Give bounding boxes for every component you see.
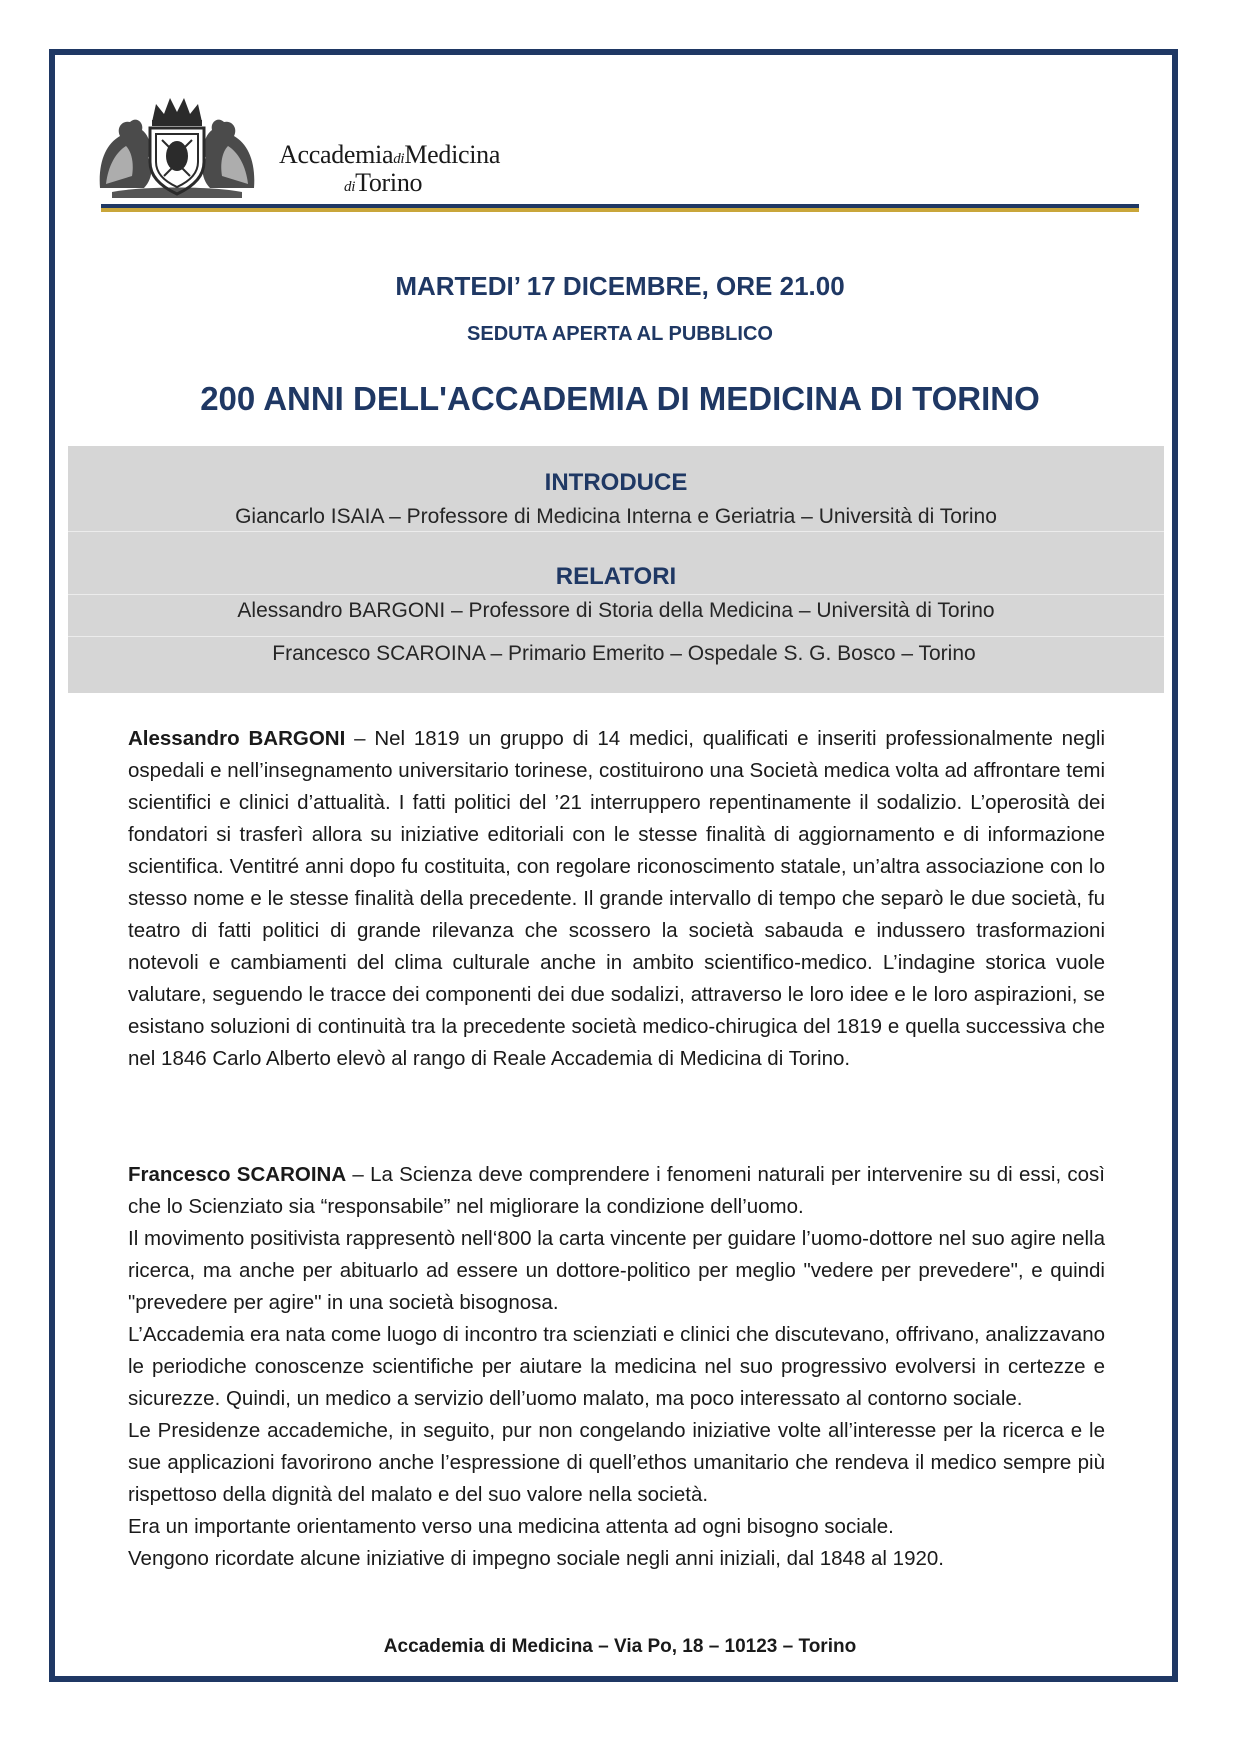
- event-title: 200 ANNI DELL'ACCADEMIA DI MEDICINA DI TORINO: [200, 380, 1040, 417]
- abstract-bargoni: Alessandro BARGONI – Nel 1819 un gruppo di 14 medici, qualificati e inseriti professionalmente negli ospedali e nell’insegnamento universitario torinese, costituirono una Società medica volta ad affrontare temi scientifici e clinici d’attualità. I fatti politici del ’21 interruppero repentinamente il sodalizio. L’operosità dei fondatori si trasferì allora su iniziative editoriali con le stesse finalità di aggiornamento e di informazione scientifica. Ventitré anni dopo fu costituita, con regolare riconoscimento statale, un’altra associazione con lo stesso nome e le stesse finalità della precedente. Il grande intervallo di tempo che separò le due società, fu teatro di fatti politici di grande rilevanza che scossero la società sabauda e indussero trasformazioni notevoli e cambiamenti del clima culturale anche in ambito scientifico-medico. L’indagine storica vuole valutare, seguendo le tracce dei componenti dei due sodalizi, attraverso le loro idee e le loro aspirazioni, se esistano soluzioni di continuità tra la precedente società medico-chirugica del 1819 e quella successiva che nel 1846 Carlo Alberto elevò al rango di Reale Accademia di Medicina di Torino.: [128, 727, 1105, 1070]
- box-divider: [68, 636, 1164, 637]
- introduce-heading: INTRODUCE: [544, 469, 688, 496]
- coat-of-arms-icon: [92, 92, 262, 200]
- box-divider: [68, 531, 1164, 532]
- relatore-line: Alessandro BARGONI – Professore di Storia della Medicina – Università di Torino: [237, 599, 995, 622]
- footer-address: Accademia di Medicina – Via Po, 18 – 10123 – Torino: [383, 1636, 857, 1657]
- introduce-speaker: Giancarlo ISAIA – Professore di Medicina Interna e Geriatria – Università di Torino: [235, 505, 997, 528]
- paragraph: L’Accademia era nata come luogo di incontro tra scienziati e clinici che discutevano, offrivano, analizzavano le periodiche conoscenze scientifiche per aiutare la medicina nel suo progressivo evolversi in certezze e sicurezze. Quindi, un medico a servizio dell’uomo malato, ma poco interessato al contorno sociale.: [128, 1323, 1105, 1410]
- box-divider: [68, 594, 1164, 595]
- header-rule-gold: [101, 208, 1139, 212]
- paragraph: Il movimento positivista rappresentò nell‘800 la carta vincente per guidare l’uomo-dottore nel suo agire nella ricerca, ma anche per abituarlo ad essere un dottore-politico per meglio "vedere per prevedere", e quindi "prevedere per agire" in una società bisognosa.: [128, 1227, 1105, 1314]
- speaker-name: Alessandro BARGONI: [128, 727, 346, 750]
- relatore-line: Francesco SCAROINA – Primario Emerito – Ospedale S. G. Bosco – Torino: [272, 642, 976, 665]
- academy-logo: [92, 92, 512, 204]
- relatori-heading: RELATORI: [555, 563, 677, 590]
- logo-wordmark: AccademiadiMedicina diTorino: [279, 140, 501, 197]
- paragraph: Vengono ricordate alcune iniziative di impegno sociale negli anni iniziali, dal 1848 al 1920.: [128, 1547, 944, 1570]
- speaker-name: Francesco SCAROINA: [128, 1163, 347, 1186]
- event-date: MARTEDI’ 17 DICEMBRE, ORE 21.00: [395, 271, 845, 301]
- event-session-type: SEDUTA APERTA AL PUBBLICO: [467, 323, 773, 345]
- paragraph: Le Presidenze accademiche, in seguito, pur non congelando iniziative volte all’interesse per la ricerca e le sue applicazioni favorirono anche l’espressione di quell’ethos umanitario che rendeva il medico sempre più rispettoso della dignità del malato e del suo valore nella società.: [128, 1419, 1105, 1506]
- paragraph: Era un importante orientamento verso una medicina attenta ad ogni bisogno sociale.: [128, 1515, 894, 1538]
- abstract-scaroina: Francesco SCAROINA – La Scienza deve comprendere i fenomeni naturali per intervenire su di essi, così che lo Scienziato sia “responsabile” nel migliorare la condizione dell’uomo. Il movimento positivista rappresentò nell‘800 la carta vincente per guidare l’uomo-dottore nel suo agire nella ricerca, ma anche per abituarlo ad essere un dottore-politico per meglio "vedere per prevedere", e quindi "prevedere per agire" in una società bisognosa. L’Accademia era nata come luogo di incontro tra scienziati e clinici che discutevano, offrivano, analizzavano le periodiche conoscenze scientifiche per aiutare la medicina nel suo progressivo evolversi in certezze e sicurezze. Quindi, un medico a servizio dell’uomo malato, ma poco interessato al contorno sociale. Le Presidenze accademiche, in seguito, pur non congelando iniziative volte all’interesse per la ricerca e le sue applicazioni favorirono anche l’espressione di quell’ethos umanitario che rendeva il medico sempre più rispettoso della dignità del malato e del suo valore nella società. Era un importante orientamento verso una medicina attenta ad ogni bisogno sociale. Vengono ricordate alcune iniziative di impegno sociale negli anni iniziali, dal 1848 al 1920.: [128, 1159, 1105, 1575]
